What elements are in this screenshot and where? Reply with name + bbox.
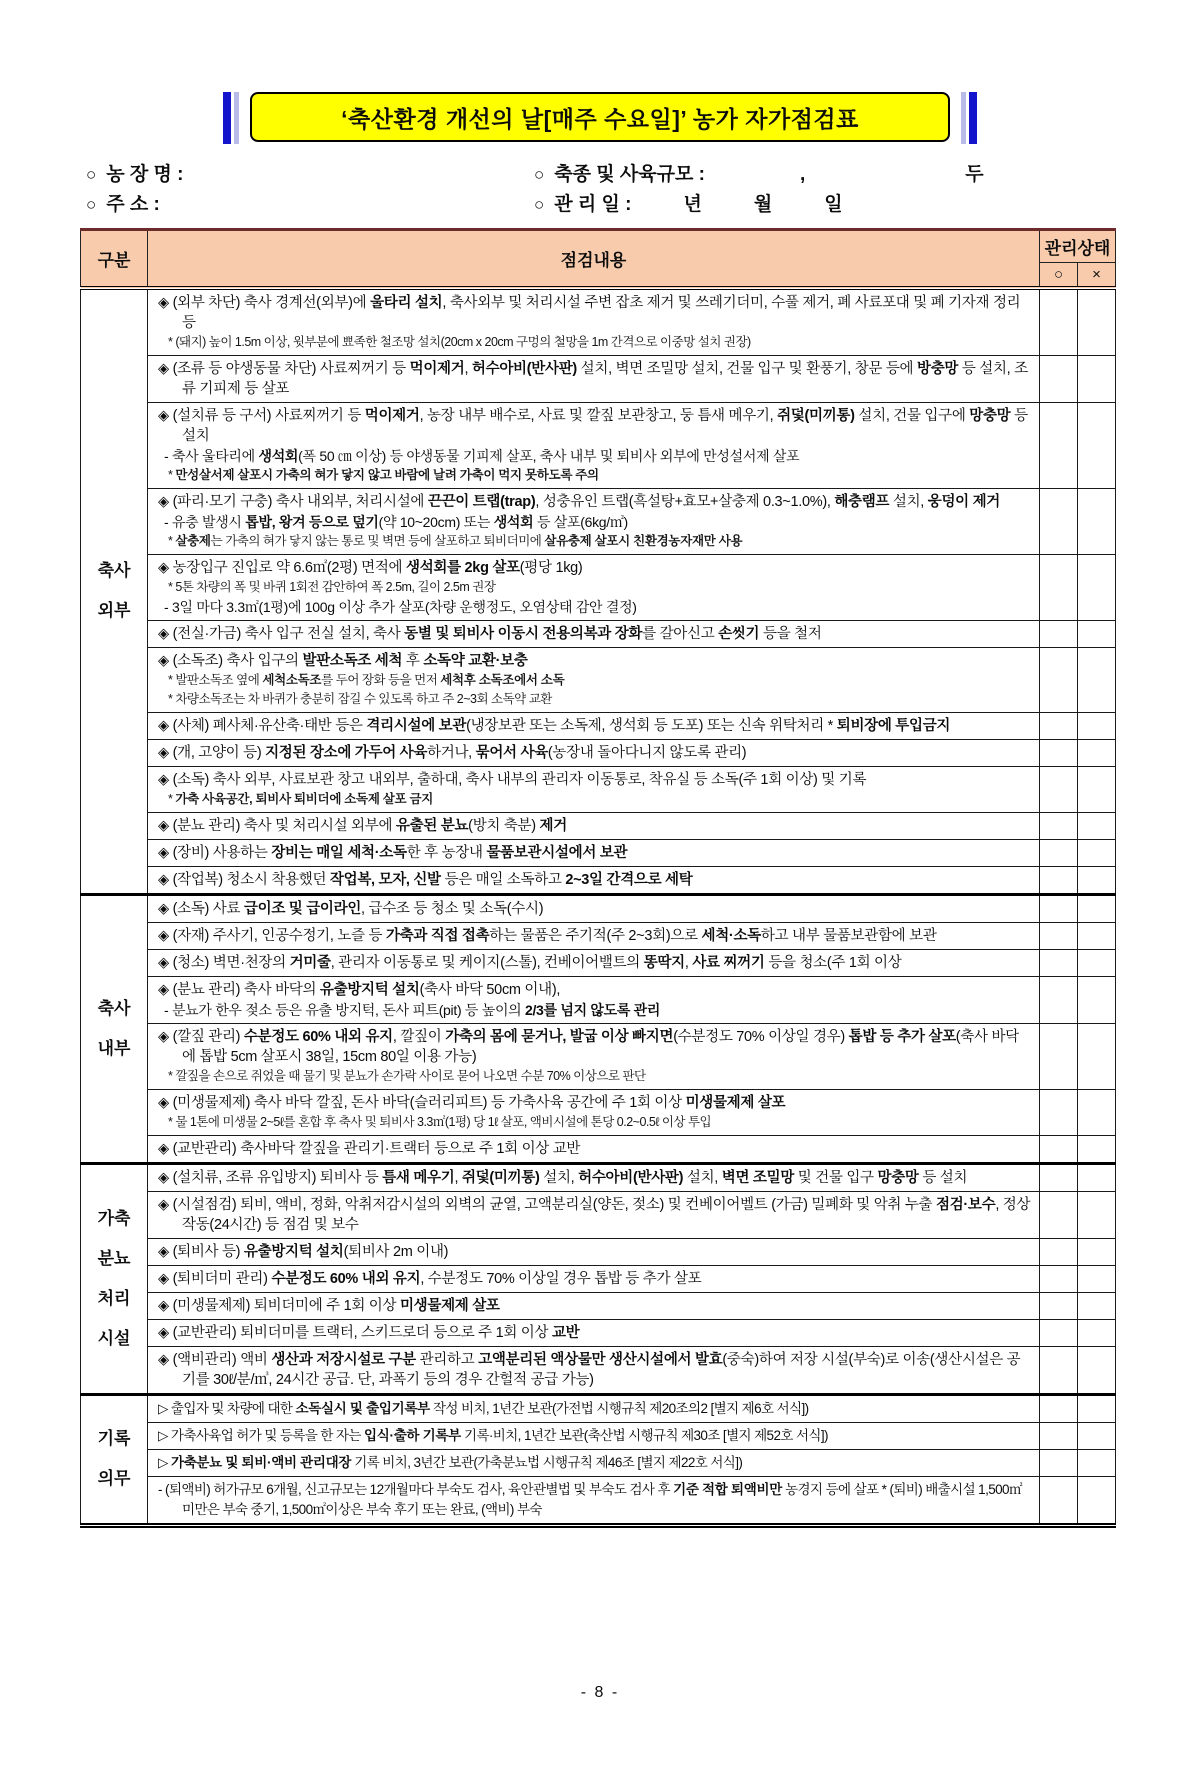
header-status-ok: ○ [1039, 263, 1077, 288]
address-label: 주 소 : [106, 194, 160, 215]
checklist-row [81, 355, 1116, 402]
item-line: ◈ (청소) 벽면·천장의 거미줄, 관리자 이동통로 및 케이지(스톨), 컨베이어밸트의 똥딱지, 사료 찌꺼기 등을 청소(주 1회 이상 [158, 954, 902, 971]
status-no-cell[interactable] [1077, 1346, 1115, 1394]
farm-name-label: 농 장 명 : [106, 164, 184, 185]
status-no-cell[interactable] [1077, 866, 1115, 894]
item-content [148, 1394, 1040, 1422]
status-no-cell[interactable] [1077, 949, 1115, 976]
status-no-cell[interactable] [1077, 1422, 1115, 1449]
checklist-row [81, 288, 1116, 356]
status-no-cell[interactable] [1077, 712, 1115, 739]
species-label: 축종 및 사육규모 : [554, 164, 705, 185]
table-header [81, 230, 1116, 288]
status-ok-cell[interactable] [1039, 1476, 1077, 1525]
checklist-row [81, 812, 1116, 839]
item-line: ◈ (분뇨 관리) 축사 및 처리시설 외부에 유출된 분뇨(방치 축분) 제거 [158, 817, 567, 834]
status-ok-cell[interactable] [1039, 1265, 1077, 1292]
item-line: * 가축 사육공간, 퇴비사 퇴비더에 소독제 살포 금지 [168, 791, 434, 806]
item-content [148, 1089, 1040, 1135]
status-ok-cell[interactable] [1039, 1319, 1077, 1346]
status-ok-cell[interactable] [1039, 1394, 1077, 1422]
item-line: ◈ (사체) 폐사체·유산축·태반 등은 격리시설에 보관(냉장보관 또는 소독제, 생석회 등 도포) 또는 신속 위탁처리 * 퇴비장에 투입금지 [158, 717, 951, 734]
item-line: ◈ (설치류 등 구서) 사료찌꺼기 등 먹이제거, 농장 내부 배수로, 사료 및 깔짚 보관창고, 둥 틈새 메우기, 쥐덫(미끼통) 설치, 건물 입구에 망충망 등 설치 [158, 407, 1028, 444]
title-band [0, 92, 1200, 144]
item-content [148, 739, 1040, 766]
section-label: 가축 분뇨 처리 시설 [81, 1163, 148, 1394]
header-content: 점검내용 [148, 230, 1040, 288]
status-ok-cell[interactable] [1039, 1346, 1077, 1394]
checklist-row [81, 1476, 1116, 1525]
item-content [148, 1265, 1040, 1292]
item-content [148, 1422, 1040, 1449]
item-content [148, 1476, 1040, 1525]
status-no-cell[interactable] [1077, 488, 1115, 554]
status-ok-cell[interactable] [1039, 355, 1077, 402]
status-ok-cell[interactable] [1039, 1292, 1077, 1319]
item-line: ◈ (외부 차단) 축사 경계선(외부)에 울타리 설치, 축사외부 및 처리시설 주변 잡초 제거 및 쓰레기더미, 수풀 제거, 폐 사료포대 및 폐 기자재 정리 등 [158, 294, 1021, 331]
item-line: * 발판소독조 옆에 세척소독조를 두어 장화 등을 먼저 세척후 소독조에서 소독 [168, 672, 565, 687]
item-line: ◈ (전실·가금) 축사 입구 전실 설치, 축사 동별 및 퇴비사 이동시 전용의복과 장화를 갈아신고 손씻기 등을 철저 [158, 625, 822, 642]
item-content [148, 1238, 1040, 1265]
status-ok-cell[interactable] [1039, 739, 1077, 766]
checklist-row [81, 866, 1116, 894]
checklist-row [81, 1422, 1116, 1449]
status-ok-cell[interactable] [1039, 620, 1077, 647]
item-line: ◈ (교반관리) 축사바닥 깔짚을 관리기·트랙터 등으로 주 1회 이상 교반 [158, 1140, 581, 1157]
title-side-bar-right-dark [969, 92, 977, 144]
status-ok-cell[interactable] [1039, 922, 1077, 949]
status-ok-cell[interactable] [1039, 1449, 1077, 1476]
status-no-cell[interactable] [1077, 1476, 1115, 1525]
checklist-row [81, 1449, 1116, 1476]
checklist-row [81, 1346, 1116, 1394]
checklist-row [81, 839, 1116, 866]
header-status: 관리상태 [1039, 230, 1115, 263]
item-content [148, 1191, 1040, 1238]
item-line: * 5톤 차량의 폭 및 바퀴 1회전 감안하여 폭 2.5m, 길이 2.5m 권장 [168, 579, 496, 594]
item-line: ◈ (교반관리) 퇴비더미를 트랙터, 스키드로더 등으로 주 1회 이상 교반 [158, 1324, 580, 1341]
status-no-cell[interactable] [1077, 1319, 1115, 1346]
item-content [148, 620, 1040, 647]
status-ok-cell[interactable] [1039, 712, 1077, 739]
circle-bullet-icon: ○ [86, 195, 97, 214]
checklist-row [81, 1238, 1116, 1265]
checklist-row [81, 488, 1116, 554]
status-no-cell[interactable] [1077, 647, 1115, 712]
checklist-row [81, 766, 1116, 812]
section-label: 축사 외부 [81, 288, 148, 895]
status-ok-cell[interactable] [1039, 1023, 1077, 1089]
status-ok-cell[interactable] [1039, 1422, 1077, 1449]
field-species [534, 160, 1120, 190]
status-no-cell[interactable] [1077, 1292, 1115, 1319]
checklist-row [81, 739, 1116, 766]
field-address [86, 190, 534, 220]
item-line: ▷ 가축분뇨 및 퇴비·액비 관리대장 기록 비치, 3년간 보관(가축분뇨법 시행규칙 제46조 [별지 제22호 서식]) [158, 1454, 743, 1470]
item-content [148, 922, 1040, 949]
status-ok-cell[interactable] [1039, 1191, 1077, 1238]
status-ok-cell[interactable] [1039, 288, 1077, 356]
item-line: * 만성살서제 살포시 가축의 혀가 닿지 않고 바람에 날려 가축이 먹지 못하도록 주의 [168, 467, 599, 482]
item-content [148, 766, 1040, 812]
item-line: ◈ (미생물제제) 퇴비더미에 주 1회 이상 미생물제제 살포 [158, 1297, 500, 1314]
document-page [0, 92, 1200, 1788]
item-line: ◈ (작업복) 청소시 착용했던 작업복, 모자, 신발 등은 매일 소독하고 2~3일 간격으로 세탁 [158, 871, 693, 888]
page-number: - 8 - [580, 1684, 620, 1701]
item-line: * 깔짚을 손으로 쥐었을 때 물기 및 분뇨가 손가락 사이로 묻어 나오면 수분 70% 이상으로 판단 [168, 1068, 646, 1083]
item-content [148, 1319, 1040, 1346]
status-no-cell[interactable] [1077, 1191, 1115, 1238]
item-content [148, 1135, 1040, 1163]
item-content [148, 894, 1040, 922]
item-content [148, 949, 1040, 976]
status-ok-cell[interactable] [1039, 866, 1077, 894]
checklist-table [80, 228, 1116, 1528]
item-line: ◈ (액비관리) 액비 생산과 저장시설로 구분 관리하고 고액분리된 액상물만 생산시설에서 발효(중숙)하여 저장 시설(부숙)로 이송(생산시설은 공기를 30ℓ/분/㎥, 24시간 공급. 단, 과폭기 등의 경우 간헐적 공급 가능) [158, 1351, 1021, 1388]
status-no-cell[interactable] [1077, 288, 1115, 356]
item-content [148, 1449, 1040, 1476]
checklist-row [81, 620, 1116, 647]
item-line: ◈ (장비) 사용하는 장비는 매일 세척·소독한 후 농장내 물품보관시설에서 보관 [158, 844, 628, 861]
checklist-row [81, 1023, 1116, 1089]
item-line: - 축사 울타리에 생석회(폭 50 ㎝ 이상) 등 야생동물 기피제 살포, 축사 내부 및 퇴비사 외부에 만성설서제 살포 [164, 447, 800, 464]
status-ok-cell[interactable] [1039, 1089, 1077, 1135]
status-no-cell[interactable] [1077, 976, 1115, 1023]
header-category: 구분 [81, 230, 148, 288]
status-ok-cell[interactable] [1039, 1238, 1077, 1265]
status-no-cell[interactable] [1077, 1023, 1115, 1089]
header-fields [86, 160, 1120, 220]
status-ok-cell[interactable] [1039, 554, 1077, 620]
item-line: ◈ (시설점검) 퇴비, 액비, 정화, 악취저감시설의 외벽의 균열, 고액분리실(양돈, 젖소) 및 컨베이어벨트 (가금) 밀폐화 및 악취 누출 점검·보수, 정상작동(24시간) 등 점검 및 보수 [158, 1196, 1031, 1233]
species-comma: , [799, 164, 806, 185]
field-farm-name [86, 160, 534, 190]
checklist-row [81, 1191, 1116, 1238]
field-row-2 [86, 190, 1120, 220]
checklist-row [81, 647, 1116, 712]
item-line: ◈ (소독) 축사 외부, 사료보관 창고 내외부, 출하대, 축사 내부의 관리자 이동통로, 착유실 등 소독(주 1회 이상) 및 기록 [158, 771, 867, 788]
item-content [148, 712, 1040, 739]
status-no-cell[interactable] [1077, 1265, 1115, 1292]
status-ok-cell[interactable] [1039, 488, 1077, 554]
circle-bullet-icon: ○ [534, 195, 545, 214]
item-line: ◈ (설치류, 조류 유입방지) 퇴비사 등 틈새 메우기, 쥐덫(미끼통) 설치, 허수아비(반사판) 설치, 벽면 조밀망 및 건물 입구 망충망 등 설치 [158, 1169, 968, 1186]
item-line: ◈ (개, 고양이 등) 지정된 장소에 가두어 사육하거나, 묶어서 사육(농장내 돌아다니지 않도록 관리) [158, 744, 747, 761]
item-content [148, 647, 1040, 712]
status-ok-cell[interactable] [1039, 812, 1077, 839]
item-line: ◈ (미생물제제) 축사 바닥 깔짚, 돈사 바닥(슬러리피트) 등 가축사육 공간에 주 1회 이상 미생물제제 살포 [158, 1094, 786, 1111]
checklist-row [81, 894, 1116, 922]
checklist-row [81, 1163, 1116, 1191]
item-line: ◈ (파리·모기 구충) 축사 내외부, 처리시설에 끈끈이 트랩(trap), 성충유인 트랩(흑설탕+효모+살충제 0.3~1.0%), 해충램프 설치, 웅덩이 제거 [158, 493, 1001, 510]
title-side-bar-left-light [234, 92, 239, 144]
status-ok-cell[interactable] [1039, 1163, 1077, 1191]
item-content [148, 355, 1040, 402]
title-side-bar-left-dark [223, 92, 231, 144]
item-content [148, 866, 1040, 894]
item-line: ◈ (깔짚 관리) 수분정도 60% 내외 유지, 깔짚이 가축의 몸에 묻거나, 발굽 이상 빠지면(수분정도 70% 이상일 경우) 톱밥 등 추가 살포(축사 바닥에 톱밥 5cm 살포시 38일, 15cm 80일 이용 가능) [158, 1028, 1019, 1065]
checklist-row [81, 976, 1116, 1023]
item-content [148, 1292, 1040, 1319]
status-no-cell[interactable] [1077, 739, 1115, 766]
status-ok-cell[interactable] [1039, 976, 1077, 1023]
section-label: 축사 내부 [81, 894, 148, 1163]
item-content [148, 402, 1040, 488]
item-line: ◈ (소독) 사료 급이조 및 급이라인, 급수조 등 청소 및 소독(수시) [158, 900, 544, 917]
item-content [148, 488, 1040, 554]
status-no-cell[interactable] [1077, 839, 1115, 866]
checklist-row [81, 1394, 1116, 1422]
item-content [148, 1023, 1040, 1089]
item-line: * 차량소독조는 차 바퀴가 충분히 잠길 수 있도록 하고 주 2~3회 소독약 교환 [168, 691, 552, 706]
checklist-row [81, 554, 1116, 620]
item-line: ◈ (조류 등 야생동물 차단) 사료찌꺼기 등 먹이제거, 허수아비(반사판) 설치, 벽면 조밀망 설치, 건물 입구 및 환풍기, 창문 등에 방충망 등 설치, 조류 기피제 등 살포 [158, 360, 1028, 397]
status-no-cell[interactable] [1077, 1163, 1115, 1191]
item-line: ◈ (자재) 주사기, 인공수정기, 노즐 등 가축과 직접 접촉하는 물품은 주기적(주 2~3회)으로 세척·소독하고 내부 물품보관함에 보관 [158, 927, 937, 944]
status-no-cell[interactable] [1077, 1089, 1115, 1135]
item-content [148, 812, 1040, 839]
table-body [81, 288, 1116, 1526]
item-line: - (퇴액비) 허가규모 6개월, 신고규모는 12개월마다 부숙도 검사, 육안관별법 및 부숙도 검사 후 기준 적합 퇴액비만 농경지 등에 살포 * (퇴비) 배출시설 1,500㎡미만은 부숙 중기, 1,500㎡이상은 부숙 후기 또는 완료, (액비) 부숙 [158, 1481, 1022, 1517]
status-ok-cell[interactable] [1039, 647, 1077, 712]
status-ok-cell[interactable] [1039, 949, 1077, 976]
checklist-row [81, 712, 1116, 739]
item-line: ◈ 농장입구 진입로 약 6.6㎡(2평) 면적에 생석회를 2kg 살포(평당 1kg) [158, 559, 583, 576]
status-no-cell[interactable] [1077, 402, 1115, 488]
checklist-row [81, 922, 1116, 949]
field-manage-date [534, 190, 1120, 220]
item-line: ◈ (분뇨 관리) 축사 바닥의 유출방지턱 설치(축사 바닥 50cm 이내), [158, 981, 561, 998]
status-no-cell[interactable] [1077, 1394, 1115, 1422]
checklist-row [81, 402, 1116, 488]
status-no-cell[interactable] [1077, 554, 1115, 620]
status-ok-cell[interactable] [1039, 1135, 1077, 1163]
field-row-1 [86, 160, 1120, 190]
page-title: ‘축산환경 개선의 날[매주 수요일]’ 농가 자가점검표 [250, 92, 950, 142]
item-line: ▷ 가축사육업 허가 및 등록을 한 자는 입식·출하 기록부 기록·비치, 1년간 보관(축산법 시행규칙 제30조 [별지 제52호 서식]) [158, 1427, 828, 1443]
status-no-cell[interactable] [1077, 1238, 1115, 1265]
title-side-bar-right-light [961, 92, 966, 144]
item-line: - 분뇨가 한우 젖소 등은 유출 방지턱, 돈사 피트(pit) 등 높이의 2/3를 넘지 않도록 관리 [164, 1001, 661, 1018]
circle-bullet-icon: ○ [86, 165, 97, 184]
circle-bullet-icon: ○ [534, 165, 545, 184]
item-content [148, 1346, 1040, 1394]
status-no-cell[interactable] [1077, 812, 1115, 839]
status-no-cell[interactable] [1077, 766, 1115, 812]
status-no-cell[interactable] [1077, 355, 1115, 402]
item-line: ◈ (퇴비더미 관리) 수분정도 60% 내외 유지, 수분정도 70% 이상일 경우 톱밥 등 추가 살포 [158, 1270, 702, 1287]
item-line: * 살충제는 가축의 혀가 닿지 않는 통로 및 벽면 등에 살포하고 퇴비더미에 살유충제 살포시 친환경농자재만 사용 [168, 533, 743, 548]
date-day-label: 일 [824, 194, 843, 215]
item-content [148, 554, 1040, 620]
item-line: ▷ 출입자 및 차량에 대한 소독실시 및 출입기록부 작성 비치, 1년간 보관(가전법 시행규칙 제20조의2 [별지 제6호 서식]) [158, 1400, 809, 1416]
item-line: * 물 1톤에 미생물 2~5ℓ를 혼합 후 축사 및 퇴비사 3.3㎡(1평) 당 1ℓ 살포, 액비시설에 톤당 0.2~0.5ℓ 이상 투입 [168, 1114, 712, 1129]
checklist-row [81, 1292, 1116, 1319]
item-line: * (돼지) 높이 1.5m 이상, 윗부분에 뾰족한 철조망 설치(20cm x 20cm 구멍의 철망을 1m 간격으로 이중망 설치 권장) [168, 334, 751, 349]
checklist-row [81, 1089, 1116, 1135]
status-no-cell[interactable] [1077, 620, 1115, 647]
date-month-label: 월 [753, 194, 773, 215]
item-line: - 3일 마다 3.3㎡(1평)에 100g 이상 추가 살포(차량 운행정도, 오염상태 감안 결정) [164, 598, 637, 615]
checklist-row [81, 1135, 1116, 1163]
item-content [148, 1163, 1040, 1191]
species-unit-label: 두 [965, 164, 984, 185]
item-content [148, 976, 1040, 1023]
checklist-row [81, 949, 1116, 976]
status-no-cell[interactable] [1077, 1449, 1115, 1476]
item-line: ◈ (소독조) 축사 입구의 발판소독조 세척 후 소독약 교환·보충 [158, 652, 528, 669]
checklist-row [81, 1265, 1116, 1292]
item-line: ◈ (퇴비사 등) 유출방지턱 설치(퇴비사 2m 이내) [158, 1243, 449, 1260]
item-content [148, 839, 1040, 866]
header-status-no: × [1077, 263, 1115, 288]
checklist-row [81, 1319, 1116, 1346]
status-ok-cell[interactable] [1039, 766, 1077, 812]
manage-date-label: 관 리 일 : [554, 194, 632, 215]
item-line: - 유충 발생시 톱밥, 왕겨 등으로 덮기(약 10~20cm) 또는 생석회 등 살포(6kg/㎡) [164, 513, 628, 530]
status-no-cell[interactable] [1077, 922, 1115, 949]
status-no-cell[interactable] [1077, 894, 1115, 922]
item-content [148, 288, 1040, 356]
status-no-cell[interactable] [1077, 1135, 1115, 1163]
status-ok-cell[interactable] [1039, 402, 1077, 488]
status-ok-cell[interactable] [1039, 894, 1077, 922]
status-ok-cell[interactable] [1039, 839, 1077, 866]
date-year-label: 년 [683, 194, 702, 215]
section-label: 기록 의무 [81, 1394, 148, 1525]
